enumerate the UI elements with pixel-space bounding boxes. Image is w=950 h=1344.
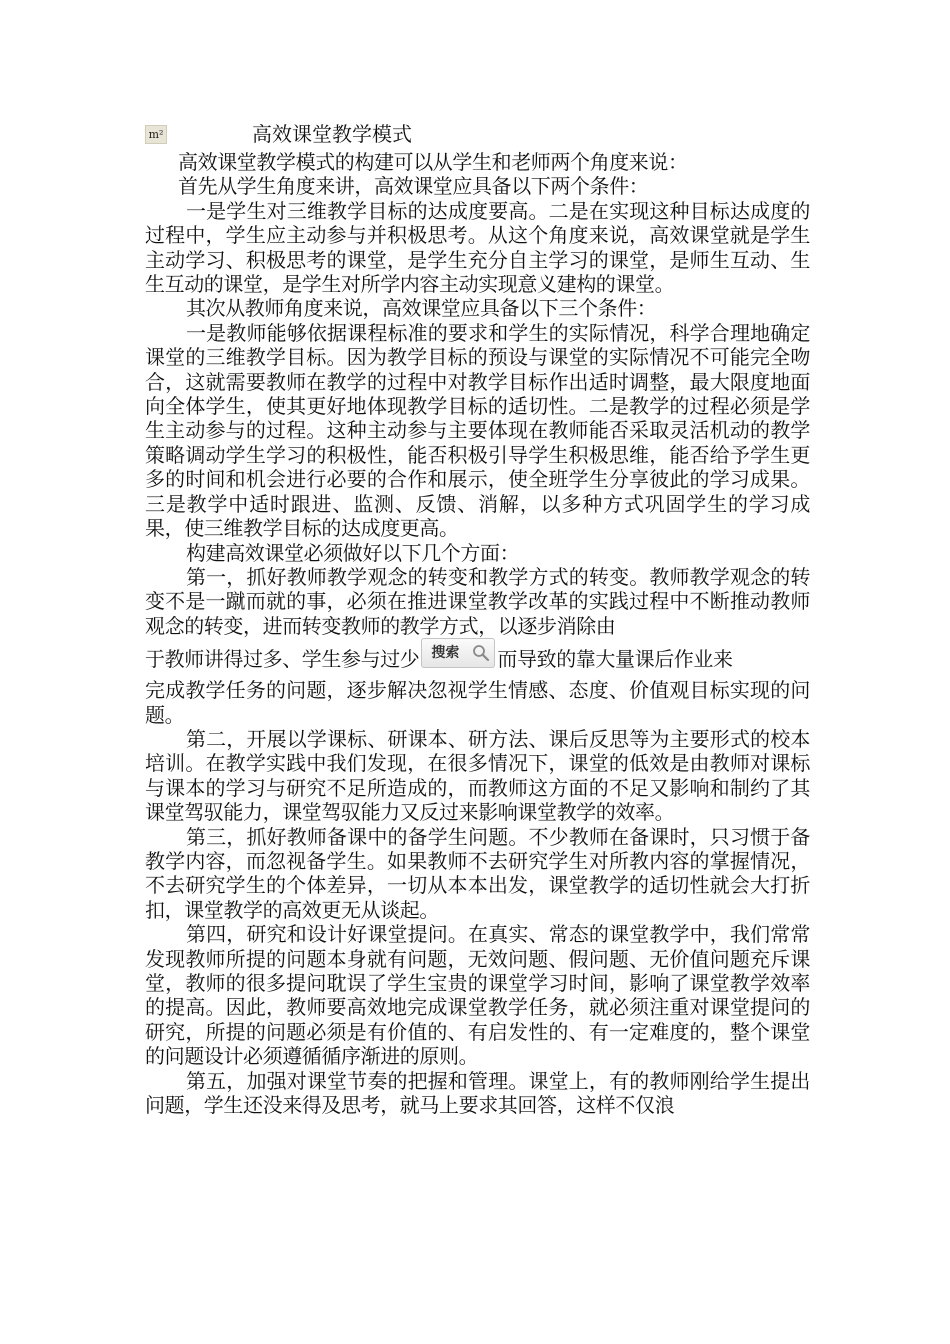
document-badge-icon: m² <box>145 125 167 144</box>
paragraph-intro: 高效课堂教学模式的构建可以从学生和老师两个角度来说： <box>178 150 688 174</box>
paragraph-student-conditions: 一是学生对三维教学目标的达成度要高。二是在实现这种目标达成度的过程中，学生应主动参与并积极思考。从这个角度来说，高效课堂就是学生主动学习、积极思考的课堂，是学生充分自主学习的课堂，是师生互动、生生互动的课堂，是学生对所学内容主动实现意义建构的课堂。 <box>145 198 810 297</box>
paragraph-teacher-conditions: 一是教师能够依据课程标准的要求和学生的实际情况，科学合理地确定课堂的三维教学目标。因为教学目标的预设与课堂的实际情况不可能完全吻合，这就需要教师在教学的过程中对教学目标作出适时调整，最大限度地面向全体学生，使其更好地体现教学目标的适切性。二是教学的过程必须是学生主动参与的过程。这种主动参与主要体现在教师能否采取灵活机动的教学策略调动学生学习的积极性，能否积极引导学生积极思维，能否给予学生更多的时间和机会进行必要的合作和展示，使全班学生分享彼此的学习成果。三是教学中适时跟进、监测、反馈、消解，以多种方式巩固学生的学习成果，使三维教学目标的达成度更高。 <box>145 320 810 541</box>
title-row <box>145 120 810 150</box>
paragraph-fifth-aspect: 第五，加强对课堂节奏的把握和管理。课堂上，有的教师刚给学生提出问题，学生还没来得及思考，就马上要求其回答，这样不仅浪 <box>145 1068 810 1118</box>
paragraph-third-aspect: 第三，抓好教师备课中的备学生问题。不少教师在备课时，只习惯于备教学内容，而忽视备学生。如果教师不去研究学生对所教内容的掌握情况，不去研究学生的个体差异，一切从本本出发，课堂教学的适切性就会大打折扣，课堂教学的高效更无从谈起。 <box>145 824 810 922</box>
paragraph-first-aspect-end: 完成教学任务的问题，逐步解决忽视学生情感、态度、价值观目标实现的问题。 <box>145 678 810 727</box>
paragraph-student-heading: 首先从学生角度来讲，高效课堂应具备以下两个条件： <box>178 174 649 199</box>
search-label: 搜索 <box>431 645 460 662</box>
paragraph-fourth-aspect: 第四，研究和设计好课堂提问。在真实、常态的课堂教学中，我们常常发现教师所提的问题本身就有问题，无效问题、假问题、无价值问题充斥课堂，教师的很多提问耽误了学生宝贵的课堂学习时间，影响了课堂教学效率的提高。因此，教师要高效地完成课堂教学任务，就必须注重对课堂提问的研究，所提的问题必须是有价值的、有启发性的、有一定难度的，整个课堂的问题设计必须遵循循序渐进的原则。 <box>145 922 810 1069</box>
paragraph-aspects-heading: 构建高效课堂必须做好以下几个方面： <box>186 540 520 565</box>
paragraph-second-aspect: 第二，开展以学课标、研课本、研方法、课后反思等为主要形式的校本培训。在教学实践中我们发现，在很多情况下，课堂的低效是由教师对课标与课本的学习与研究不足所造成的，而教师这方面的不足又影响和制约了其课堂驾驭能力，课堂驾驭能力又反过来影响课堂教学的效率。 <box>145 726 810 825</box>
line-text-before-search: 于教师讲得过多、学生参与过少 <box>145 647 420 672</box>
magnifier-icon <box>472 644 490 662</box>
paragraph-first-aspect: 第一，抓好教师教学观念的转变和教学方式的转变。教师教学观念的转变不是一蹴而就的事，必须在推进课堂教学改革的实践过程中不断推动教师观念的转变，进而转变教师的教学方式，以逐步消除由 <box>145 564 810 638</box>
document-page <box>145 120 810 1117</box>
line-text-after-search: 而导致的靠大量课后作业来 <box>497 647 733 672</box>
paragraph-teacher-heading: 其次从教师角度来说，高效课堂应具备以下三个条件： <box>186 296 657 321</box>
paragraph-first-aspect-line <box>145 638 810 678</box>
search-button[interactable] <box>421 638 495 668</box>
document-title: 高效课堂教学模式 <box>252 122 412 146</box>
